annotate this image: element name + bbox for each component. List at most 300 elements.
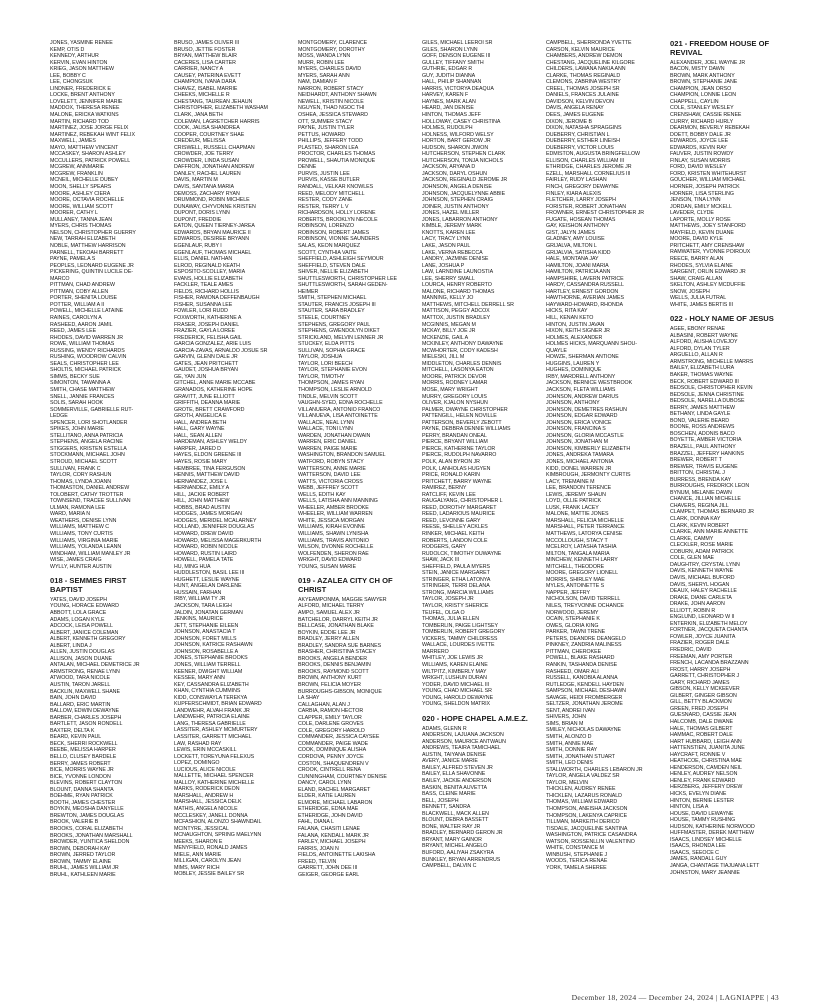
voter-name: DOETT, BOBBY DALE JR — [670, 131, 731, 138]
voter-name: RINKER, MICHAEL KEITH — [422, 531, 485, 538]
voter-name: CHESTANG, TAUREAN JEHAUN — [174, 98, 253, 105]
voter-name: JOHNSON, FRANCINA S — [546, 426, 606, 433]
voter-name: MIELE, ANN MARIE — [174, 851, 222, 858]
voter-name: BEDSOLE, NARELLA DUBOSE — [670, 398, 745, 405]
voter-name: MARSHALL, JESSICA DELK — [174, 799, 242, 806]
voter-name: HOUSE, TAMMY RUSHING — [670, 817, 736, 824]
voter-name: JETT, STEPHANIE EILEEN — [174, 622, 239, 629]
voter-name: GILL, BETTY BLACKMON — [670, 699, 732, 706]
voter-name: BROWN, FELICIA MOYER — [298, 682, 361, 688]
voter-name: HUDDLESTON, BASIL LEE III — [174, 570, 245, 577]
voter-name: LAPORTE, MOLLY ROSE — [670, 216, 731, 223]
voter-name: AKYEAMPONMA, MAGGIE SAWYER — [298, 596, 387, 603]
voter-name: GRAVITT, JUNE ELLIOTT — [174, 393, 235, 400]
voter-name: SMILEY, NICHOLAS DAWAYNE — [546, 727, 622, 734]
voter-name: MARKS, RODERICK DEON — [174, 786, 240, 793]
voter-name: LOVELETT, JENNIFER MARIE — [50, 98, 123, 105]
voter-name: BRYANT, MICHEL ANGELO — [422, 843, 488, 850]
voter-name: KENNEDY, ARTHUR — [50, 53, 99, 60]
voter-name: TAYLOR, JOSHUA — [298, 354, 343, 361]
voter-name: POWELL, MICHELLE LATAINE — [50, 308, 124, 315]
voter-name: CLAPPER, EMILY TAYLOR — [298, 714, 362, 721]
voter-name: STEPHENS, ANGELA RACINE — [50, 439, 123, 446]
voter-name: PHILLIPS, JEFFERY TODD — [298, 138, 363, 145]
voter-name: ISAACS, SEEOCE C — [670, 849, 719, 856]
voter-name: JACKSON, DARYL OSHUN — [422, 170, 487, 177]
voter-name: WARREN, PAIGE MARIE — [298, 445, 358, 452]
voter-name: JONES, STEPHANIE BROOKS — [174, 655, 248, 662]
voter-name: MCINTYRE, JESSICAL — [174, 825, 229, 832]
voter-name: FLETCHER, LARRY JOSEPH — [546, 197, 616, 204]
voter-name: BAIN, JOHN DAVID — [50, 695, 97, 702]
voter-name: FORTNER, JACQUETA CHANTA — [670, 627, 748, 634]
voter-name: FALANA, KENDALL MARK JR — [298, 832, 369, 839]
voter-name: FREDERICK, FELISHA GAIL — [174, 334, 242, 341]
voter-name: WATTERSON, DAVID LEE — [298, 472, 361, 479]
voter-name: SENT, ANDREI IVAN — [546, 707, 595, 714]
voter-name: FREEMAN, AMY PORTER — [670, 653, 733, 660]
voter-name: COOK, JALISA SHANDREA — [174, 125, 240, 132]
voter-name: BOOTH, JAMES CHESTER — [50, 799, 116, 806]
voter-name: HILL, JACKIE ROBERT — [174, 491, 230, 498]
voter-name: HALL, ANDREA BETH — [174, 419, 227, 426]
voter-name: LAVEDER, CLYDE — [670, 210, 714, 217]
voter-name: MYERS, SARAH ANN — [298, 72, 350, 79]
precinct-heading: 021 - FREEDOM HOUSE OF REVIVAL — [670, 40, 770, 57]
voter-name: PALMER, DWAYNE CHRISTOPHER — [422, 406, 508, 413]
voter-name: JOHNSON, FORET MILLS — [174, 635, 237, 642]
voter-name: JONES, YASMINE RENEE — [50, 40, 113, 46]
voter-name: ANDERSON, MAURICE ANTWAUN — [422, 738, 506, 745]
voter-name: HOWZE, SHERMAN ANTIONE — [546, 354, 619, 361]
voter-name: BRUSO, JETTIE FOSTER — [174, 46, 236, 53]
voter-name: BACON, MISTY DAWN — [670, 66, 725, 73]
voter-name: DUPONT, DORIS LYNN — [174, 210, 230, 217]
voter-name: HUNT, ANGELAN DARLENE — [174, 583, 242, 590]
voter-name: RANKIN, TASHANDA DENISE — [546, 661, 618, 668]
voter-name: BRUHL, KATHLEEN MARIE — [50, 871, 116, 878]
voter-name: DAVIDSON, KELVIN DEVON — [546, 98, 614, 105]
voter-name: THICKLEN, LAZARUS RONALD — [546, 792, 622, 799]
voter-name: GILES, MICHAEL LEEROI SR — [422, 40, 493, 46]
voter-name: BROOKS, JONATHAN MARSHALL — [50, 832, 133, 839]
voter-name: HAYNES, MARK ALAN — [422, 98, 476, 105]
voter-name: HOLMES, ALEXANDER — [546, 334, 603, 341]
voter-name: GILBERT, GINGER GIBSON — [670, 692, 737, 699]
voter-name: MCCLESKEY, JANELL DONNA — [174, 812, 248, 819]
voter-name: WILTPITZ, KIMBERLY MAY — [422, 668, 487, 675]
voter-name: SMITH, JONATHAN STUART — [546, 753, 616, 760]
voter-name: BROWN, MARK ANTHONY — [670, 72, 735, 79]
voter-name: ARMSTRONG, RENAE LYNN — [50, 668, 120, 675]
column-3 — [298, 40, 408, 878]
voter-name: BAKER, THOMAS WAYNE — [670, 372, 733, 378]
voter-name: KERVIN, EVAN HINTON — [50, 59, 108, 66]
voter-name: WHITE, JESSICA MORGAN — [298, 517, 365, 524]
voter-name: MOORE, PATRICK DEVOR — [422, 373, 487, 380]
voter-name: HEATHCOE, CHRISTINA MAE — [670, 758, 743, 765]
voter-name: SMITH, CHASE MATTHEW — [50, 386, 115, 393]
voter-name: BRAZELL, PAUL ANTHONY — [670, 444, 736, 451]
voter-name: JENSON, TINA LYNN — [670, 197, 721, 204]
voter-name: LEE, CHONGSUK — [50, 79, 93, 86]
voter-name: CREDEUR, MELISSA — [174, 138, 226, 145]
voter-name: THOMAS, JULIA ELLEN — [422, 616, 480, 623]
voter-name: ALFORD, ALISHA LOVEJOY — [670, 339, 738, 346]
voter-name: LOURCA, HENRY ROBERTO — [422, 282, 492, 289]
voter-name: WHITE, JAMES BERTIS III — [670, 301, 733, 308]
voter-name: MCKENZIE, GAIL A — [422, 334, 469, 341]
voter-name: BRUSO, JAMES OLIVER III — [174, 40, 240, 46]
voter-name: DRAKE, DIANE CARLETA — [670, 594, 732, 601]
voter-name: LUSK, FRANK LACEY — [546, 504, 599, 511]
voter-name: WINDHAM, WILLIAM MANLEY JR — [50, 550, 131, 557]
voter-name: CRENSHAW, CASSIE RENEE — [670, 111, 742, 118]
voter-name: WINBUSH, STEPHANIE J — [546, 851, 608, 858]
voter-name: REED, DOROTHY MARGARET — [422, 504, 497, 511]
voter-name: DAUGHTRY, CRYSTAL LYNN — [670, 561, 740, 568]
voter-name: WHITE, CONSTANCE M — [546, 845, 604, 852]
voter-name: MIELESKI, JILL M — [422, 354, 465, 361]
voter-name: JOHNSON, ERICA VONICE — [546, 419, 612, 426]
voter-name: FRASER, JOSEPH DANIEL — [174, 321, 240, 328]
voter-name: FREDRIC, DAVID — [670, 646, 712, 653]
voter-name: BLACKWELL, MACK ALLEN — [422, 810, 489, 817]
voter-name: HARDY, CASSANDRA RUSSELL — [546, 282, 624, 289]
voter-name: ALBERT, JANICE COLEMAN — [50, 629, 119, 636]
voter-name: WILLIAMS, TONY CURTIS — [50, 531, 113, 538]
voter-name: SPENCER, LORI SHOTLANDER — [50, 419, 128, 426]
voter-name: FIELDS, RICHARD HOLLIS — [174, 288, 239, 295]
voter-name: KIDD, DONEL WARREN JR — [546, 465, 612, 472]
voter-name: LASSITER, ASHLEY MCMURTERY — [174, 727, 258, 734]
voter-name: CLARK, DONNA KAY — [670, 516, 721, 523]
voter-name: JONES, HAZEL MILLER — [422, 210, 480, 217]
voter-name: TAYLOR, TIMOTHY — [298, 373, 345, 380]
voter-name: MALLOY, KATHERINE MICHELLE — [174, 779, 255, 786]
voter-name: POTTER, WILLIAM A II — [50, 301, 105, 308]
voter-name: CLARK, JANA BETH — [174, 112, 223, 119]
voter-name: HUDSON, KATHERINE NORWOOD — [670, 823, 755, 830]
voter-name: STRICKLAND, MELVIN LENNER JR — [298, 334, 384, 341]
voter-name: PITTMAN, CHEROKEE — [546, 648, 602, 655]
voter-name: KEENER, DWIGHT WILLIAM — [174, 668, 243, 675]
voter-name: DIXON, JEROME B — [546, 118, 593, 125]
voter-name: HAYCRAFT, RONNIE V — [670, 751, 726, 758]
voter-name: HARTLEY, ERNEST GORDON — [546, 288, 619, 295]
voter-name: PROWELL, SHAUTIA MONIQUE — [298, 157, 376, 164]
voter-name: KIMBLE, JEREMY MARK — [422, 223, 482, 230]
voter-name: LAKE, VERNA REBECCA — [422, 249, 483, 256]
voter-name: CLEMONS, ZABRINA WESTRY — [546, 79, 621, 86]
voter-name: STEELE, COURTNEY — [298, 314, 351, 321]
voter-name: LOCKE, BRENT ANTHONY — [50, 92, 115, 99]
column-1 — [50, 40, 160, 878]
voter-name: MONTGOMERY, CLARENCE — [298, 40, 368, 46]
voter-name: HOLLAND, JENNIFER DOUGLAS — [174, 524, 254, 531]
voter-name: BOSCHEN, ADONIS BACO — [670, 430, 735, 437]
voter-name: REECE, BARRY ALAN — [670, 256, 724, 262]
voter-name: GARRETT, CHRISTOPHER J — [670, 673, 740, 680]
voter-name: BURRESS, BRENDA KAY — [670, 476, 732, 483]
voter-name: CROWDER, JOE TERRY — [174, 151, 234, 158]
voter-name: CHAMPION, JEAN ORSO — [670, 85, 732, 92]
voter-name: HUTCHERSON, TONJA NICHOLS — [422, 157, 503, 164]
voter-name: GIBSON, KELLY MCKEEVER — [670, 686, 740, 693]
voter-name: HUFFMASTER, DEREK MATTHEW — [670, 830, 754, 837]
voter-name: GREEN, FRED JOSEPH — [670, 705, 728, 712]
voter-name: HILL, KENAN KETO — [546, 314, 594, 321]
voter-name: MCCASKEY, SHARON ASHLEY — [50, 151, 126, 158]
voter-name: CREEL, THOMAS JOSEPH SR — [546, 85, 620, 92]
voter-name: BLEVINS, ROBERT CLAYTON — [50, 780, 123, 787]
voter-name: LOYD, OLLIE PATRICK — [546, 498, 602, 505]
voter-name: MEEKS, SHARON E — [174, 838, 223, 845]
voter-name: LINDNER, FREDERICK E — [50, 85, 111, 92]
voter-name: ROBINSON, LORENZO — [298, 223, 354, 230]
voter-name: MATTHEWS, MITCHELL DERRELL SR — [422, 301, 514, 308]
voter-name: KESSEE, MARY ANN — [174, 675, 225, 682]
voter-name: JOHNSON, ANGELA DENISE — [422, 184, 492, 191]
voter-list-page — [50, 40, 778, 985]
voter-name: CHAVERS, REGINA JILL — [670, 502, 729, 509]
voter-name: AUSTIN, TARON JARELL — [50, 682, 111, 688]
voter-name: GROTH, ANGELICA E — [174, 413, 227, 420]
voter-name: WALLACE, NEAL LYNN — [298, 419, 355, 426]
voter-name: VAUGHN-SYED, EDNA ROCHELLE — [298, 400, 383, 407]
voter-name: CARBIA, RAMON HECTOR — [298, 708, 364, 715]
voter-name: BAILEY, JACKIE ANDERSON — [422, 777, 492, 784]
voter-name: SHUTTLESWORTH, CHRISTOPHER LEE — [298, 275, 397, 282]
voter-name: DEES, JAMES EUGENE — [546, 112, 604, 119]
voter-name: WILLIAMS, MATTHEW C — [50, 524, 109, 531]
voter-name: HICKS, RITA KAY — [546, 308, 588, 315]
voter-name: POLK, ALAN BYRON JR — [422, 459, 480, 465]
voter-name: MARSHALL, FELICIA MICHELLE — [546, 517, 624, 524]
voter-name: WATTERSON, ANNE MARIE — [298, 465, 366, 472]
voter-name: SIMMS, BECKY SUE — [50, 373, 100, 380]
voter-name: BECK, SHERRI ROCKWELL — [50, 740, 118, 747]
voter-name: MCNAUGHTON, SPRING MAELYNN — [174, 832, 262, 839]
voter-name: DUEBERRY, VICTOR LOUIS — [546, 144, 614, 151]
voter-name: COSTON, SHAQUENDREN V — [298, 760, 369, 767]
voter-name: YORK, TAMELA SHEREE — [546, 864, 607, 871]
voter-name: CLECKLER, ROSE MARIE — [670, 542, 734, 549]
voter-name: FREED, TELVIN — [298, 858, 337, 865]
voter-name: JOHNSON, EDGAR EDWARD — [546, 413, 618, 420]
voter-name: BROOK, VALERIE B — [50, 819, 99, 826]
voter-name: ARGUELLO, ALLAN R — [670, 352, 723, 359]
voter-name: HENDERSON, CAMDEN NEIL — [670, 764, 742, 771]
voter-name: RAMIREZ, BERNY — [422, 485, 467, 492]
voter-name: PARKER, TAWNI TRENE — [546, 629, 606, 636]
voter-name: MANNING, KELLY JO — [422, 295, 474, 302]
voter-name: YODER, DAVID MICHAEL III — [422, 681, 490, 688]
voter-name: BAXTER, DELTA K — [50, 727, 95, 734]
voter-name: JOHNSON, GLORIA MCCASTLE — [546, 432, 624, 439]
voter-name: ENTERKIN, ELIZABETH MELOY — [670, 620, 748, 627]
voter-name: BARTLETT, JASON RONDELL — [50, 721, 123, 728]
voter-name: SHOLTIS, MICHAEL PATRICK — [50, 367, 122, 374]
voter-name: ELLIS, DANIEL NATHAN — [174, 256, 233, 263]
voter-name: ENGLUND, LEONARD W II — [670, 614, 735, 621]
voter-name: HORNER, LISA STERLING — [670, 190, 734, 197]
voter-name: SPIKES, JOHN MARIE — [50, 426, 104, 433]
voter-name: EDWARDS, JOYCE LEE — [670, 138, 729, 145]
voter-name: MITCHELL, LASONYA EATON — [422, 367, 494, 374]
voter-name: COLE, DARLENE GROVES — [298, 721, 364, 728]
voter-name: HENLEY, AUDREY NELSON — [670, 771, 738, 778]
voter-name: STALLWORTH, CHARLES LEBARON JR — [546, 766, 643, 773]
voter-name: MITCHELL, THEODORE — [546, 563, 605, 570]
voter-name: JANGA, CHANTAGE TIAJUANA LETT — [670, 863, 760, 870]
voter-name: STELLITANO, ANNA PATRICIA — [50, 432, 123, 439]
voter-name: MCKINLEY, ANTHONY DAWAYNE — [422, 341, 504, 348]
voter-name: SMITH, ANNIE MAE — [546, 740, 594, 747]
voter-name: BROOKS, ANGELA BENDER — [298, 655, 368, 662]
column-5 — [546, 40, 656, 871]
voter-name: BERRY, JAMES MATTHEW — [670, 404, 735, 411]
voter-name: ELDER, KATIE LAUREN — [298, 793, 356, 800]
voter-name: DUEBERRY, ESTHER LINEISH — [546, 138, 620, 145]
voter-name: WHEELER, WILLIAM WARREN — [298, 511, 373, 518]
voter-name: HUTCHERSON, STEPHEN CLARK — [422, 151, 506, 158]
voter-name: LACY, TRACY LYNN — [422, 236, 471, 243]
voter-name: HOUSE, DAVID LEWAYNE — [670, 810, 734, 817]
voter-name: STEIN, JANICE MARGARET — [422, 570, 490, 577]
voter-name: GE, YAN JUN — [174, 373, 207, 380]
voter-name: BATCHELOR, DARRYL KEITH JR — [298, 616, 378, 623]
voter-name: TAYLOR, LORI BEECH — [298, 360, 353, 367]
voter-name: HEARD, JAN DENISE — [422, 105, 474, 112]
voter-name: MARTIN, RICHARD TOD — [50, 118, 109, 125]
voter-name: ALBERT, LINDA J — [50, 642, 92, 649]
voter-name: BECK, ROBERT EDWARD III — [670, 378, 739, 385]
voter-name: HODGES, MERIDEL MCALARNEY — [174, 517, 257, 524]
voter-name: COLEMAN, LAGRETCHER HARRIS — [174, 118, 260, 125]
voter-name: HICKS, EVELYN DIANE — [670, 791, 727, 797]
voter-name: MILTON, TANGALA MARIA — [546, 550, 610, 557]
voter-name: THICKLEN, AUDREY RENEE — [546, 786, 616, 793]
voter-name: JONES, ANDREKA TAMARA — [546, 452, 614, 459]
voter-name: NILES, TREYVONNE OCHANCE — [546, 603, 624, 610]
voter-name: RAMWATER, YVONNE POIROUX — [670, 249, 751, 256]
voter-name: MCCULLERS, PATRICK POWELL — [50, 157, 131, 164]
voter-name: ANDREWS, TEAIRA TAMICHAEL — [422, 745, 501, 752]
voter-name: JONES, WILLIAM TERRELL — [174, 661, 241, 668]
voter-name: CARSON, KELVIN MAURICE — [546, 46, 615, 53]
voter-name: PAYNE, JUSTIN TYLER — [298, 125, 355, 132]
voter-name: PORTER, SHENITA LOUISE — [50, 295, 117, 302]
voter-name: COLE, GLEN MAE — [670, 555, 715, 562]
voter-name: HUGHES, DOMINIQUE — [546, 367, 602, 374]
voter-name: GAY, KEISHON ANTHONY — [546, 223, 609, 230]
voter-name: CHANCE, JILLIAN MICHELLE — [670, 496, 741, 503]
voter-name: MOORE, OCTAVIA ROCHELLE — [50, 197, 125, 204]
voter-name: MOORER, CATHY L — [50, 210, 98, 217]
voter-name: ISAACS, LINDSEY MICHELLE — [670, 836, 742, 843]
voter-name: BEDSOLE, JENNA CHRISTINE — [670, 391, 744, 398]
voter-name: ESPOSITO-SCOLLEY, MARIA — [174, 269, 246, 276]
voter-name: ALBASINI, ROBERT WAYNE — [670, 332, 738, 339]
voter-name: MALONE, ERICKA WATKINS — [50, 112, 119, 119]
voter-name: WARDEN, JONATHAN DWAIN — [298, 432, 371, 439]
voter-name: IRBY, MARDRELL ANTHONY — [546, 373, 616, 380]
voter-name: WILLIAMS, KIRAH EVONNE — [298, 524, 366, 531]
voter-name: MARSHALL, PETER TERRANCE — [546, 524, 625, 531]
voter-name: PIERCE, BRYANT WILLIAM — [422, 439, 488, 446]
voter-name: FRENCH, LACANDA BRAZZANN — [670, 660, 749, 667]
voter-name: PIERCE, KATHERINE TAYLOR — [422, 445, 496, 452]
voter-name: LEDGE — [50, 413, 68, 420]
voter-name: WOODS, TERICA RENAE — [546, 858, 608, 865]
voter-name: LASSITER, GARRETT MICHAEL — [174, 733, 252, 740]
voter-name: JOHNSON, JONATHAN M — [546, 439, 608, 446]
voter-name: ALBERT, KENNETH GREGORY — [50, 636, 126, 643]
voter-name: DEARMON, BEVERLY REBEKAH — [670, 125, 750, 132]
voter-name: MULLANEY, TANNA JEAN — [50, 216, 112, 223]
voter-name: STAUTER, FRANCIS JOSEPH III — [298, 301, 376, 308]
voter-name: DAVIS, ANGELA RENAY — [546, 105, 604, 112]
voter-name: THOMAS, WILLIAM EDWARD — [546, 799, 618, 806]
voter-name: HALCOMB, DALE DWANE — [670, 718, 734, 725]
voter-name: BROWN, ANTHONY KURT — [298, 675, 362, 682]
voter-name: MOORE, ASHLEY CIERA — [50, 190, 111, 197]
voter-name: JOINER, JUSTIN ANTHONY — [422, 203, 489, 210]
voter-name: SHAW, CRAIG ALLAN — [670, 275, 723, 282]
voter-name: BURROUGHS-GIBSON, MONIQUE — [298, 688, 382, 695]
voter-name: RUSHING, WOODROW CALVIN — [50, 354, 127, 361]
voter-name: PAYNE, DEBBRA DENNIE WILLIAMS — [422, 426, 511, 433]
voter-name: WELLS, EDITH KAY — [298, 491, 346, 498]
voter-name: EDWARDS, BRYAN MAURICE II — [174, 229, 251, 236]
voter-name: CHAMPION, IVANA DARA — [174, 79, 236, 86]
voter-name: FRAZIER, GAYLA LOREE — [174, 328, 236, 335]
precinct-heading: 022 - HOLY NAME OF JESUS — [670, 314, 774, 324]
voter-name: GRIJALVIA, SATISHA KIDD — [546, 249, 611, 256]
voter-name: DRUMMOND, ROBIN MICHELE — [174, 197, 250, 204]
voter-name: PERRY, BRANDAN ONEAL — [422, 432, 487, 439]
voter-name: PITTMAN, COBY ALLEN — [50, 288, 109, 295]
voter-name: MAYO, MATTHEW VINCENT — [50, 144, 119, 151]
voter-name: RHODES, DAVID WARREN JR — [50, 334, 124, 341]
voter-name: HART HUBBARD, LEIGH ANN — [670, 738, 742, 745]
voter-name: CALLAGHAN, ALAN J — [298, 701, 350, 708]
voter-name: TAYLOR, STEPHANIE EVON — [298, 367, 367, 374]
voter-name: HINTON, JUSTIN JAVAN — [546, 321, 605, 328]
voter-name: NAPPER, JEFFRY — [546, 589, 590, 596]
voter-name: ROWE, WILLIAM THOMAS — [50, 341, 115, 348]
voter-name: TAYLOR, KRISTY SHERICE — [422, 603, 489, 610]
voter-name: RODGERS, GARY — [422, 544, 466, 551]
voter-name: SIMONTON, TAWANNA A — [50, 380, 111, 387]
voter-name: FROWNER, ERNEST CHRISTOPHER JR — [546, 210, 645, 217]
voter-name: MORRIS, SHIRLEY MAE — [546, 576, 605, 583]
voter-name: DUNAWAY, CHYVONNE KRISTEN — [174, 203, 256, 210]
voter-name: LEE, BRANDON TERENCE — [546, 485, 612, 492]
voter-name: AMPO, SAMUEL ALEX JR — [298, 609, 360, 616]
voter-name: REESE, SHELLEY ACKLES — [422, 524, 488, 531]
voter-name: JOHNSON, ANDREW DARIUS — [546, 393, 619, 400]
voter-name: FINCH, GREGORY DEWAYNE — [546, 184, 619, 191]
voter-name: PETERS, DEANDRE DEANGELO — [546, 635, 626, 642]
voter-name: RUDOLCK, TIMOTHY DUWAYNE — [422, 550, 502, 557]
voter-name: RASHEED, AARON JAMIL — [50, 321, 113, 328]
voter-name: HAMMAC, ROBERT DALE — [670, 732, 733, 739]
voter-name: HOLLOWAY, CASEY CHRISTINA — [422, 118, 501, 125]
voter-name: FINLEY, KIARA ALEXIS — [546, 190, 602, 197]
voter-name: COOPER, COURTNEY SHAE — [174, 131, 245, 138]
